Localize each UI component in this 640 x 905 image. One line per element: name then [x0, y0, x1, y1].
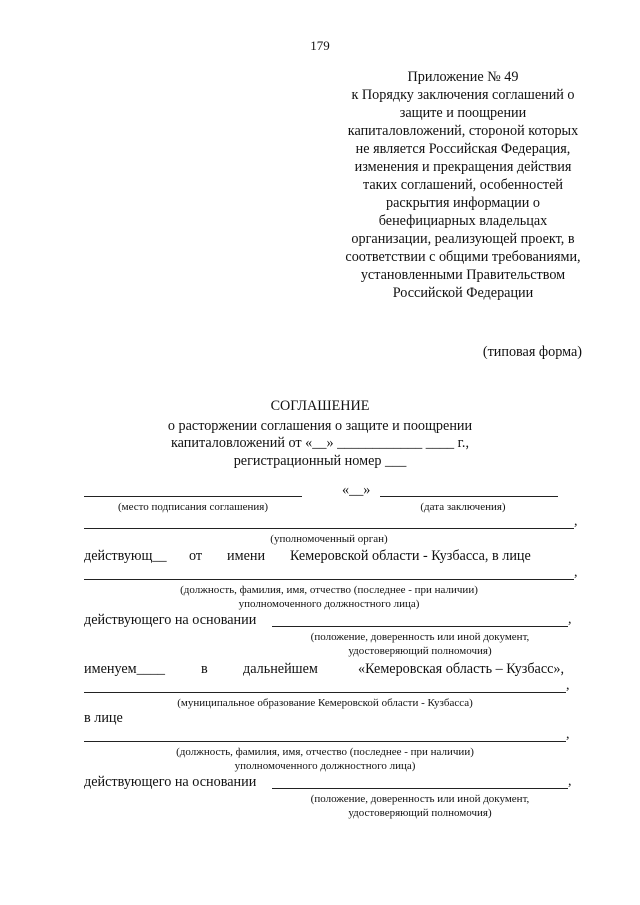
appendix-line: защите и поощрении	[399, 105, 527, 121]
official-caption: (должность, фамилия, имя, отчество (последнее - при наличии)	[180, 584, 478, 596]
appendix-line: к Порядку заключения соглашений о	[351, 87, 575, 103]
authorized-body-caption: (уполномоченный орган)	[270, 533, 388, 545]
appendix-line: бенефициарных владельцах	[378, 213, 548, 229]
named-word: «Кемеровская область – Кузбасс»,	[358, 661, 565, 677]
appendix-line: не является Российская Федерация,	[355, 141, 571, 157]
basis-field[interactable]	[272, 626, 568, 627]
named-word: именуем____	[84, 661, 166, 677]
form-type-label: (типовая форма)	[482, 344, 582, 360]
appendix-line: Приложение № 49	[407, 69, 519, 85]
appendix-line: установленными Правительством	[360, 267, 566, 283]
appendix-line: Российской Федерации	[392, 285, 534, 301]
title-line: регистрационный номер ___	[233, 453, 407, 469]
comma: ,	[566, 678, 570, 693]
appendix-line: капиталовложений, стороной которых	[347, 123, 579, 139]
page-number: 179	[310, 38, 330, 53]
acting-basis-label: действующего на основании	[84, 612, 257, 628]
acting-word: действующ__	[84, 548, 167, 564]
title-line: о расторжении соглашения о защите и поощрении	[167, 418, 473, 434]
municipal-field[interactable]	[84, 692, 566, 693]
appendix-line: организации, реализующей проект, в	[351, 231, 575, 247]
appendix-line: раскрытия информации о	[385, 195, 541, 211]
date-day-quotes: «__»	[342, 482, 371, 498]
document2-caption: (положение, доверенность или иной документ,	[310, 793, 530, 805]
basis2-field[interactable]	[272, 788, 568, 789]
appendix-line: таких соглашений, особенностей	[363, 177, 563, 193]
comma: ,	[574, 565, 578, 580]
document-caption: удостоверяющий полномочия)	[348, 645, 492, 657]
place-field[interactable]	[84, 496, 302, 497]
acting-word: имени	[227, 548, 266, 564]
acting-word: Кемеровской области - Кузбасса, в лице	[290, 548, 531, 564]
date-field[interactable]	[380, 496, 558, 497]
appendix-line: изменения и прекращения действия	[354, 159, 572, 175]
in-person-label: в лице	[84, 710, 123, 726]
acting-basis-label-2: действующего на основании	[84, 774, 257, 790]
date-caption: (дата заключения)	[420, 501, 506, 513]
title-line: капиталовложений от «__» ____________ ____ г.,	[171, 435, 469, 451]
comma: ,	[566, 727, 570, 742]
place-caption: (место подписания соглашения)	[117, 501, 269, 513]
acting-word: от	[189, 548, 203, 564]
official-caption: уполномоченного должностного лица)	[238, 598, 420, 610]
appendix-block	[318, 68, 608, 302]
document2-caption: удостоверяющий полномочия)	[348, 807, 492, 819]
comma: ,	[568, 612, 572, 627]
official-field[interactable]	[84, 579, 574, 580]
authorized-body-field[interactable]	[84, 528, 574, 529]
named-word: в	[201, 661, 208, 677]
named-word: дальнейшем	[243, 661, 318, 677]
official2-caption: (должность, фамилия, имя, отчество (последнее - при наличии)	[176, 746, 474, 758]
comma: ,	[568, 774, 572, 789]
official2-field[interactable]	[84, 741, 566, 742]
official2-caption: уполномоченного должностного лица)	[234, 760, 416, 772]
appendix-line: соответствии с общими требованиями,	[345, 249, 581, 265]
municipal-caption: (муниципальное образование Кемеровской области - Кузбасса)	[177, 697, 473, 709]
comma: ,	[574, 514, 578, 529]
document-title: СОГЛАШЕНИЕ	[270, 398, 370, 414]
document-caption: (положение, доверенность или иной документ,	[310, 631, 530, 643]
